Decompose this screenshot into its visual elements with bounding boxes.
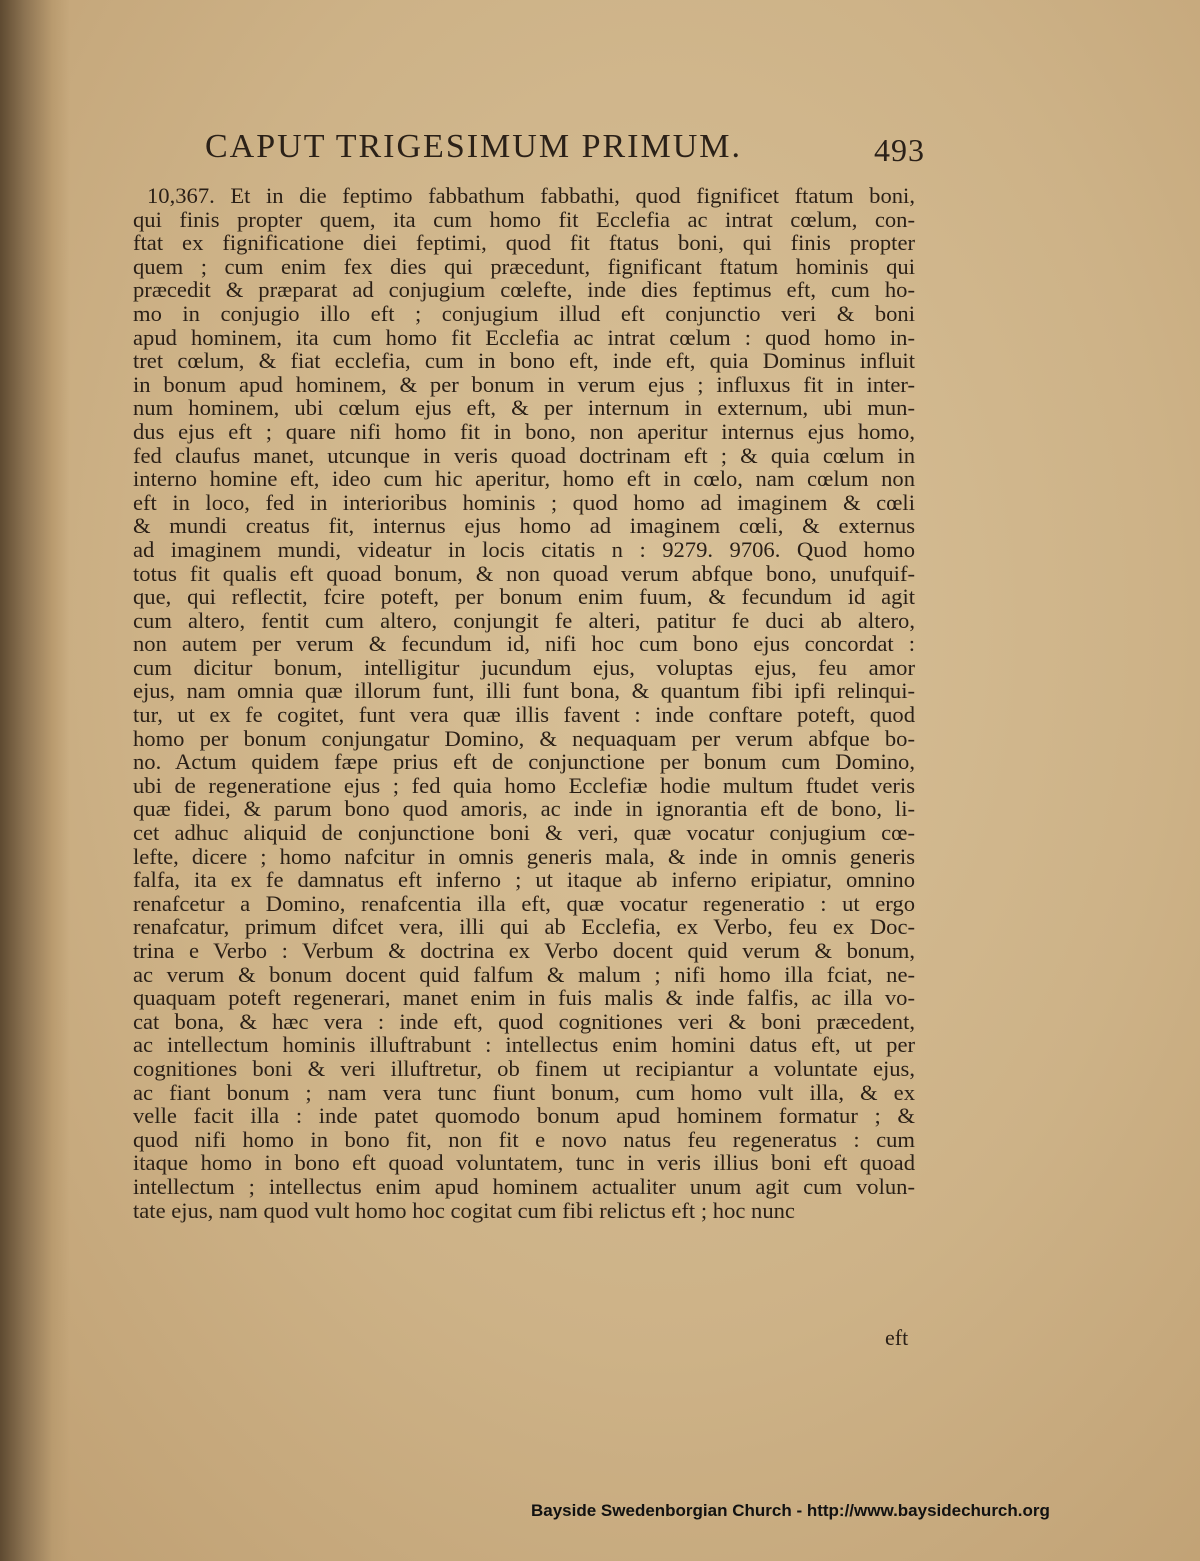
- text-line: falfa, ita ex fe damnatus eft inferno ; ut itaque ab inferno eripiatur, omnino: [133, 867, 915, 893]
- text-line: ac intellectum hominis illuftrabunt : intellectus enim homini datus eft, ut per: [133, 1032, 915, 1058]
- text-line: apud hominem, ita cum homo fit Ecclefia ac intrat cœlum : quod homo in-: [133, 324, 915, 350]
- text-line: & mundi creatus fit, internus ejus homo ad imaginem cœli, & externus: [133, 513, 915, 539]
- text-line: homo per bonum conjungatur Domino, & nequaquam per verum abfque bo-: [133, 725, 915, 751]
- text-line: non autem per verum & fecundum id, nifi hoc cum bono ejus concordat :: [133, 631, 915, 657]
- text-line: qui finis propter quem, ita cum homo fit Ecclefia ac intrat cœlum, con-: [133, 206, 915, 232]
- text-line: mo in conjugio illo eft ; conjugium illud eft conjunctio veri & boni: [133, 300, 915, 326]
- text-line: renafcatur, primum difcet vera, illi qui ab Ecclefia, ex Verbo, feu ex Doc-: [133, 914, 915, 940]
- watermark-credit: Bayside Swedenborgian Church - http://www.baysidechurch.org: [531, 1501, 1050, 1520]
- text-line: ejus, nam omnia quæ illorum funt, illi funt bona, & quantum fibi ipfi relinqui-: [133, 678, 915, 704]
- text-line: in bonum apud hominem, & per bonum in verum ejus ; influxus fit in inter-: [133, 371, 915, 397]
- text-line: tur, ut ex fe cogitet, funt vera quæ illis favent : inde conftare poteft, quod: [133, 702, 915, 728]
- text-line: no. Actum quidem fæpe prius eft de conjunctione per bonum cum Domino,: [133, 749, 915, 775]
- text-line: cum dicitur bonum, intelligitur jucundum ejus, voluptas ejus, feu amor: [133, 654, 915, 680]
- text-line: lefte, dicere ; homo nafcitur in omnis generis mala, & inde in omnis generis: [133, 843, 915, 869]
- text-line: velle facit illa : inde patet quomodo bonum apud hominem formatur ; &: [133, 1103, 915, 1129]
- text-line: cum altero, fentit cum altero, conjungit fe alteri, patitur fe duci ab altero,: [133, 607, 915, 633]
- text-line: eft in loco, fed in interioribus hominis ; quod homo ad imaginem & cœli: [133, 489, 915, 515]
- text-line: trina e Verbo : Verbum & doctrina ex Verbo docent quid verum & bonum,: [133, 938, 915, 963]
- text-line: ftat ex fignificatione diei feptimi, quod fit ftatus boni, qui finis propter: [133, 230, 915, 256]
- text-line: intellectum ; intellectus enim apud hominem actualiter unum agit cum volun-: [133, 1173, 915, 1199]
- text-line: dus ejus eft ; quare nifi homo fit in bono, non aperitur internus ejus homo,: [133, 418, 915, 444]
- text-line: itaque homo in bono eft quoad voluntatem, tunc in veris illius boni eft quoad: [133, 1150, 915, 1176]
- page-number: 493: [874, 132, 925, 168]
- text-line: ac verum & bonum docent quid falfum & malum ; nifi homo illa fciat, ne-: [133, 961, 915, 987]
- text-line: præcedit & præparat ad conjugium cœlefte, inde dies feptimus eft, cum ho-: [133, 277, 915, 303]
- text-line: cat bona, & hæc vera : inde eft, quod cognitiones veri & boni præcedent,: [133, 1008, 915, 1034]
- text-line: quem ; cum enim fex dies qui præcedunt, fignificant ftatum hominis qui: [133, 253, 915, 279]
- text-line: cognitiones boni & veri illuftretur, ob finem ut recipiantur a voluntate ejus,: [133, 1055, 915, 1081]
- text-line: interno homine eft, ideo cum hic aperitur, homo eft in cœlo, nam cœlum non: [133, 466, 915, 492]
- text-line: ad imaginem mundi, videatur in locis citatis n : 9279. 9706. Quod homo: [133, 536, 915, 562]
- text-line: cet adhuc aliquid de conjunctione boni & veri, quæ vocatur conjugium cœ-: [133, 820, 915, 846]
- text-line: 10,367. Et in die feptimo fabbathum fabbathi, quod fignificet ftatum boni,: [147, 183, 915, 208]
- text-line: que, qui reflectit, fcire poteft, per bonum enim fuum, & fecundum id agit: [133, 584, 915, 610]
- text-line: ac fiant bonum ; nam vera tunc fiunt bonum, cum homo vult illa, & ex: [133, 1079, 915, 1105]
- text-line: quaquam poteft regenerari, manet enim in fuis malis & inde falfis, ac illa vo-: [133, 985, 915, 1011]
- text-line: tret cœlum, & fiat ecclefia, cum in bono eft, inde eft, quia Dominus influit: [133, 348, 915, 374]
- text-line: tate ejus, nam quod vult homo hoc cogitat cum fibi relictus eft ; hoc nunc: [133, 1197, 795, 1223]
- page-header: [205, 128, 925, 178]
- text-line: quæ fidei, & parum bono quod amoris, ac inde in ignorantia eft de bono, li-: [133, 796, 915, 822]
- text-line: num hominem, ubi cœlum ejus eft, & per internum in externum, ubi mun-: [133, 395, 915, 421]
- text-line: totus fit qualis eft quoad bonum, & non quoad verum abfque bono, unufquif-: [133, 560, 915, 586]
- body-text: [133, 184, 915, 1222]
- text-line: renafcetur a Domino, renafcentia illa eft, quæ vocatur regeneratio : ut ergo: [133, 890, 915, 916]
- page-gutter-shadow: [0, 0, 70, 1561]
- text-line: quod nifi homo in bono fit, non fit e novo natus feu regeneratus : cum: [133, 1126, 915, 1152]
- running-head: CAPUT TRIGESIMUM PRIMUM.: [205, 128, 742, 165]
- text-line: ubi de regeneratione ejus ; fed quia homo Ecclefiæ hodie multum ftudet veris: [133, 772, 915, 798]
- catchword: eft: [885, 1325, 909, 1350]
- text-line: fed claufus manet, utcunque in veris quoad doctrinam eft ; & quia cœlum in: [133, 442, 915, 468]
